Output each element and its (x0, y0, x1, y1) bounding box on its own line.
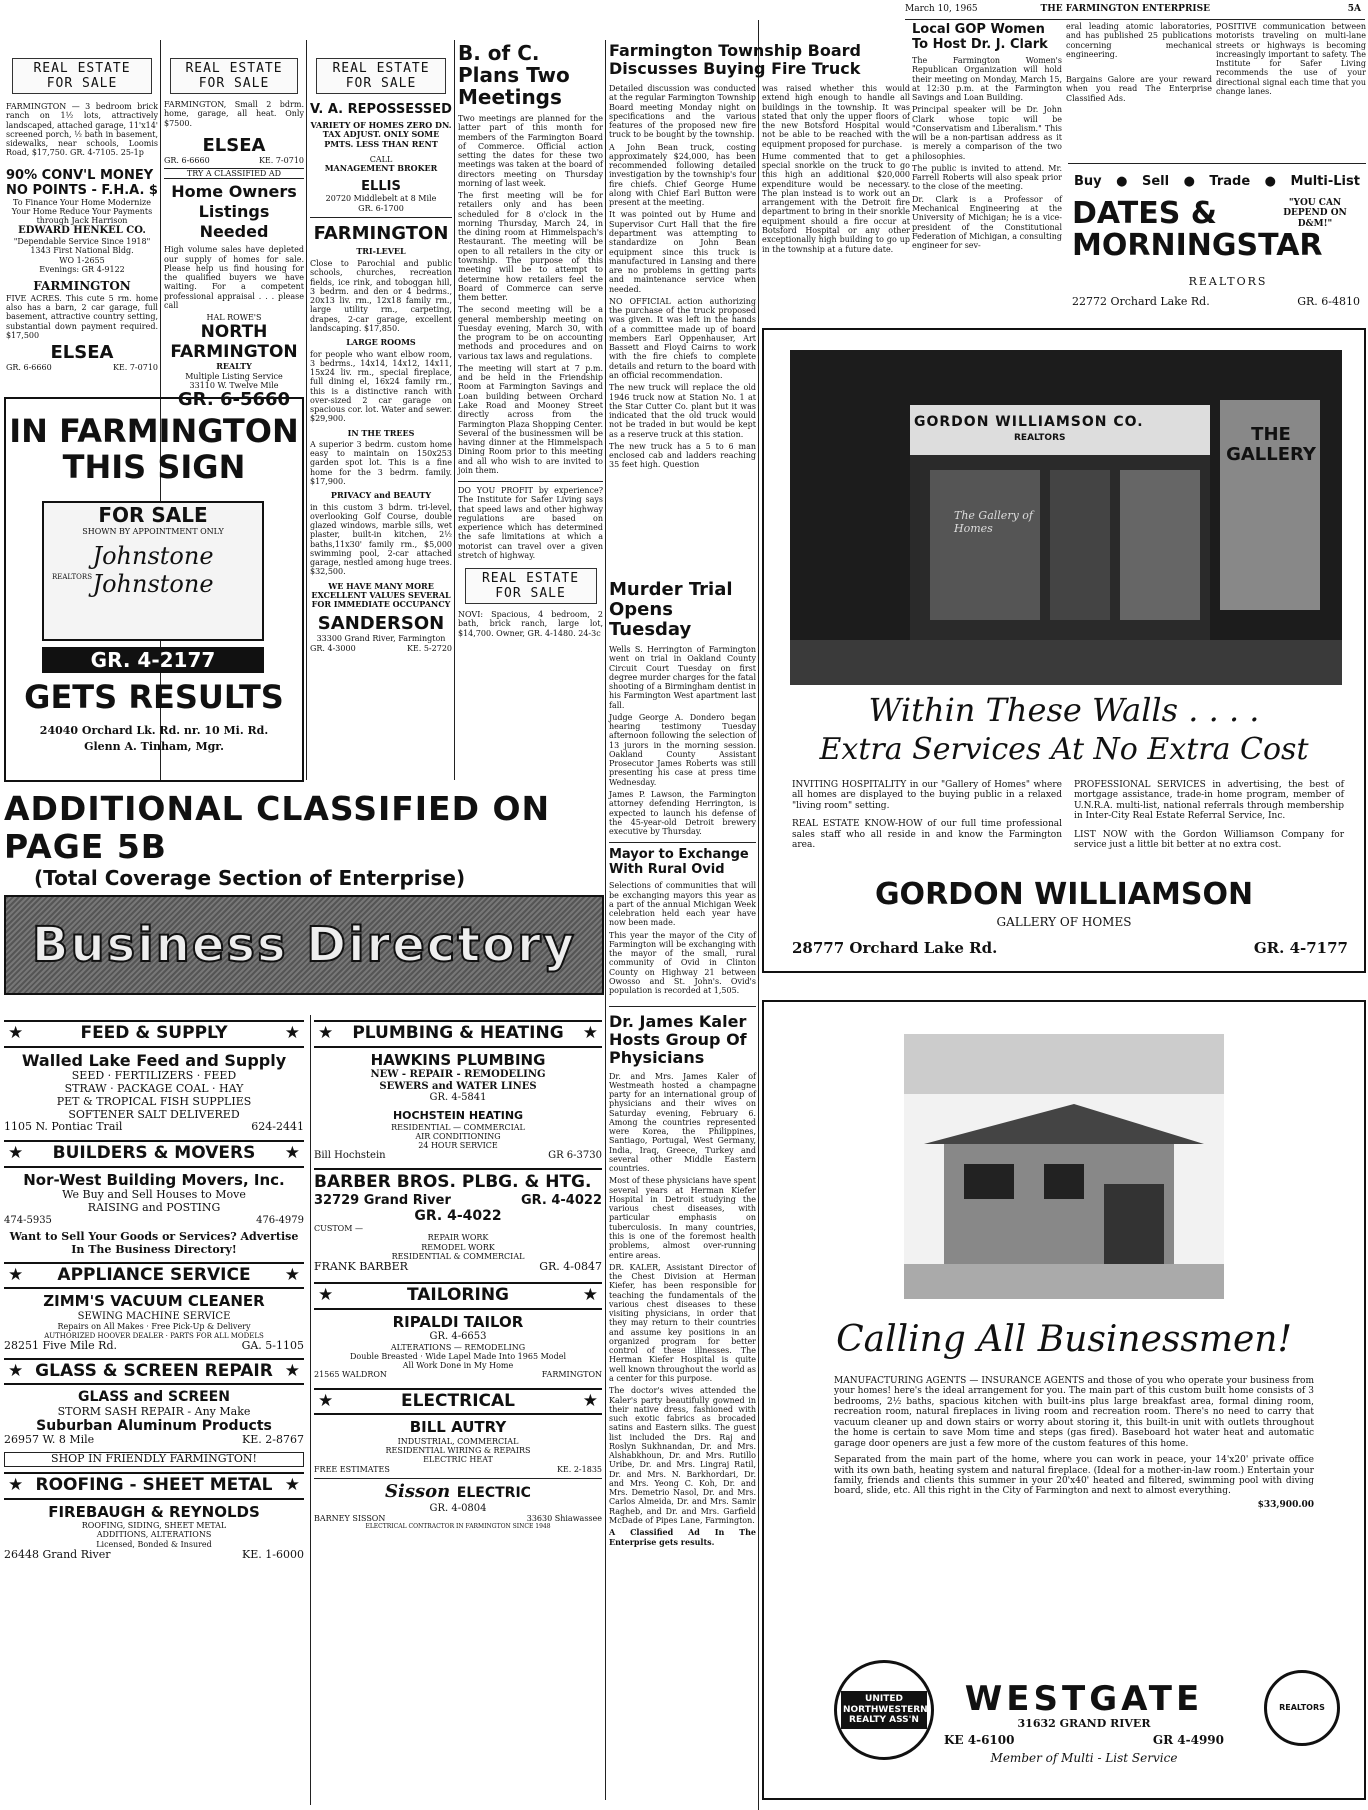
address: 1105 N. Pontiac Trail (4, 1120, 123, 1134)
person: BARNEY SISSON (314, 1514, 386, 1524)
firm-name: ELLIS (361, 179, 401, 195)
article-paragraph: The public is invited to attend. Mr. Farrell Roberts will also speak prior to the close of the meeting. (912, 163, 1062, 192)
business-contact (4, 1434, 304, 1447)
article-paragraph: The first meeting will be for retailers only and has been scheduled for 8 o'clock in the morning Thursday, March 24, in the dining room at Himmelspach's Restaurant. The meeting will be open to all retailers in the city or township. The purpose of this meeting will be to attempt to determine how retailers feel the Board of Commerce can serve them better. (458, 191, 603, 303)
rule (605, 40, 606, 1800)
business-contact (4, 1340, 304, 1353)
star-icon: ★ (8, 1474, 24, 1495)
col7 (1066, 22, 1212, 162)
sign-graphic (42, 501, 264, 641)
ad-text: FARMINGTON — 3 bedroom brick ranch on 1½ lots, attractively landscaped, attached garage, 11'x14' screened porch, ½ bath in basement, sidewalks, near schools, Loomis Road, $17,750. GR. 4-7105. 25-1p (6, 102, 158, 158)
article-headline: B. of C. Plans Two Meetings (458, 41, 570, 109)
business-line: STORM SASH REPAIR - Any Make (57, 1404, 251, 1418)
article-paragraph: A Classified Ad In The Enterprise gets results. (609, 1527, 756, 1547)
category-label: ROOFING - SHEET METAL (35, 1474, 273, 1495)
col5-lower (609, 580, 756, 1804)
phone-banner: GR. 4-2177 (42, 647, 264, 673)
ad-text: in this custom 3 bdrm. tri-level, overlooking Golf Course, double glazed windows, marble sills, wet plaster, built-in kitchen, 2½ baths,11x30' family rm., $5,000 swimming pool, 2-car attached garage, nestled among huge trees. $32,500. (310, 502, 452, 577)
mls-note: Member of Multi - List Service (990, 1751, 1178, 1765)
ad-paragraph: MANUFACTURING AGENTS — INSURANCE AGENTS and those of you who operate your business from your homes! here's the ideal arrangement for you. The main part of this custom built home consists of 3 bedrooms, 2½ baths, spacious kitchen with built-ins plus large breakfast area, formal dining room, recreation room, natural fireplaces in living room and recreation room. There's no need to carry that vacuum cleaner up and down stairs or worry about storing it, this built-in unit with outlets throughout the home is certain to save Mom time and steps (gas fired). Baseboard hot water heat and automatic garage door openers are just a few more of the custom features of this home. (834, 1376, 1314, 1449)
phone: GR. 4-4022 (414, 1207, 502, 1224)
address: 20720 Middlebelt at 8 Mile (325, 194, 437, 204)
business-name: ZIMM'S VACUUM CLEANER (43, 1292, 265, 1311)
sign-brand: Johnstone (92, 570, 214, 599)
estimate-note: FREE ESTIMATES (314, 1464, 390, 1474)
phone: GR. 4-6653 (429, 1330, 487, 1342)
phone: KE. 5-2720 (406, 643, 452, 653)
business-line: Licensed, Bonded & Insured (96, 1539, 212, 1549)
masthead (905, 4, 1365, 20)
bullet: ● (1183, 174, 1195, 189)
business-name: Walled Lake Feed and Supply (21, 1050, 287, 1070)
ad-text: WE HAVE MANY MORE EXCELLENT VALUES SEVERAL FOR IMMEDIATE OCCUPANCY (311, 580, 451, 610)
phone: GR. 6-6660 (164, 155, 210, 165)
business-contact (314, 1465, 602, 1474)
stamp-real-estate: REAL ESTATE FOR SALE (316, 58, 446, 94)
article-paragraph: was raised whether this would extend high enough to handle all buildings in the township. It was stated that only the upper floors of the new Botsford Hospital would not be able to be reached with the equipment proposed for purchase. (762, 84, 910, 149)
dates-morningstar-ad (1068, 163, 1366, 323)
firm-name: GORDON WILLIAMSON (874, 877, 1254, 912)
article-paragraph: This year the mayor of the City of Farmington will be exchanging with the mayor of the small, rural community of Ovid in Clinton County on Highway 21 between Owosso and St. John's. Ovid's population is recorded at 1,505. (609, 930, 756, 996)
stamp-real-estate: REAL ESTATE FOR SALE (12, 58, 152, 94)
business-line: ELECTRIC HEAT (423, 1455, 493, 1465)
business-name: BILL AUTRY (409, 1418, 507, 1437)
star-icon: ★ (8, 1360, 24, 1381)
phone: GR. 6-6660 (6, 363, 52, 373)
phone: KE. 2-8767 (242, 1433, 304, 1447)
ad-heading: Home Owners Listings Needed (171, 182, 297, 242)
phone: GR. 4-0804 (429, 1502, 487, 1514)
ad-body (834, 1376, 1314, 1510)
phone-row (6, 363, 158, 372)
business-contact (314, 1370, 602, 1379)
person: FRANK BARBER (314, 1260, 408, 1274)
services-left (792, 780, 1062, 854)
business-line: ELECTRICAL CONTRACTOR IN FARMINGTON SINCE 1948 (365, 1522, 551, 1530)
directory-left (4, 1020, 304, 1805)
business-name: GLASS and SCREEN (78, 1389, 230, 1406)
ad-headline: IN FARMINGTON (9, 412, 299, 450)
category-header (314, 1282, 602, 1310)
service-text: LIST NOW with the Gordon Williamson Company for service just a little bit better at no extra cost. (1074, 829, 1344, 851)
address: 21565 WALDRON (314, 1370, 387, 1380)
masthead-date: March 10, 1965 (905, 4, 978, 14)
star-icon: ★ (284, 1264, 300, 1285)
business-line: SEWING MACHINE SERVICE (77, 1310, 231, 1322)
phone: 624-2441 (251, 1120, 304, 1134)
manager: Glenn A. Tinham, Mgr. (84, 740, 224, 753)
city: FARMINGTON (541, 1370, 602, 1380)
star-icon: ★ (582, 1284, 598, 1305)
ad-subhead: IN THE TREES (347, 427, 415, 438)
business-directory-header (4, 895, 604, 995)
col2 (164, 58, 304, 411)
sign-brand: Johnstone (92, 542, 214, 571)
article-paragraph: NO OFFICIAL action authorizing the purchase of the truck proposed was given. It was left in the hands of a committee made up of board members Earl Oppenhauser, Art Bassett and Floyd Cairns to work with the fire chiefs to complete details and return to the board with an official recommendation. (609, 296, 756, 380)
address: 33110 W. Twelve Mile (189, 380, 279, 390)
business-line: RESIDENTIAL WIRING & REPAIRS (385, 1446, 531, 1456)
article-paragraph: The second meeting will be a general membership meeting on Tuesday evening, March 30, with the program to be on accounting methods and procedures and on various tax laws and regulations. (458, 305, 603, 361)
ad-heading: FARMINGTON (33, 279, 131, 294)
rule (758, 20, 759, 1810)
promo-text: SHOP IN FRIENDLY FARMINGTON! (4, 1452, 304, 1467)
business-line: ROOFING, SIDING, SHEET METAL (81, 1521, 227, 1531)
category-header (4, 1262, 304, 1290)
phone: GA. 5-1105 (241, 1338, 304, 1352)
sign-forsale: FOR SALE (98, 503, 208, 527)
col4 (458, 42, 603, 782)
article-paragraph: The meeting will start at 7 p.m. and be held in the Friendship Room at Farmington Savings and Loan building between Orchard Lake Road and Mooney Street directly across from the Farmington Plaza Shopping Center. Several of the businessmen will be having dinner at the Himmelspach Dining Room prior to this meeting and all who wish to are invited to join them. (458, 363, 603, 475)
realty-seal (834, 1660, 934, 1760)
sign-appointment: SHOWN BY APPOINTMENT ONLY (82, 527, 224, 536)
ad-headline: Calling All Businessmen! (836, 1319, 1292, 1360)
article-paragraph: Dr. and Mrs. James Kaler of Westmeath hosted a champagne party for an international group of physicians and their wives on Saturday evening, February 6. Among the countries represented were Korea, the Philippines, Santiago, Portugal, West Germany, India, Iraq, Greece, Turkey and several other Middle Eastern countries. (609, 1071, 756, 1174)
business-name: BARBER BROS. PLBG. & HTG. (314, 1168, 602, 1193)
ad-text: To Finance Your Home Modernize Your Home Reduce Your Payments through Jack Harrison (11, 197, 153, 226)
ad-text: HAL ROWE'S (206, 313, 262, 323)
price: $33,900.00 (1257, 1499, 1314, 1510)
ad-subhead: PRIVACY and BEAUTY (330, 490, 432, 501)
business-line: 24 HOUR SERVICE (418, 1141, 498, 1151)
category-label: GLASS & SCREEN REPAIR (35, 1360, 273, 1381)
johnstone-ad (4, 397, 304, 782)
ad-text: TRY A CLASSIFIED AD (164, 168, 304, 179)
firm-name: WESTGATE (964, 1679, 1204, 1719)
business-contact (4, 1549, 304, 1562)
directory-right (314, 1020, 602, 1805)
category-header (4, 1140, 304, 1168)
category-header (4, 1472, 304, 1500)
article-paragraph: Two meetings are planned for the latter part of this month for members of the Farmington Board of Commerce. Official action setting the dates for these two meetings was taken at the board of directors meeting on Thursday morning of last week. (458, 114, 603, 188)
category-label: ELECTRICAL (400, 1390, 515, 1411)
realtors-label: REALTORS (1188, 275, 1268, 288)
col5-body-a (609, 84, 756, 514)
phone: GR. 6-1700 (310, 204, 452, 218)
person: Bill Hochstein (314, 1150, 386, 1162)
business-name: FIREBAUGH & REYNOLDS (48, 1502, 260, 1521)
business-line: STRAW · PACKAGE COAL · HAY (64, 1082, 244, 1096)
phone: 476-4979 (256, 1214, 304, 1226)
business-line: PET & TROPICAL FISH SUPPLIES (56, 1094, 252, 1108)
business-contact (4, 1215, 304, 1227)
script-headline: Within These Walls . . . . (868, 691, 1260, 729)
ad-text: Close to Parochial and public schools, churches, recreation fields, ice rink, and toboggan hill, 3 bedrm. and den or 4 bedrms., 20x13 liv. rm., 12x18 family rm., large utility rm., carpeting, drapes, 2-car garage, excellent landscaping. $17,850. (310, 259, 452, 333)
article-paragraph: James P. Lawson, the Farmington attorney defending Herrington, is expected to launch his defense of the 45-year-old Detroit brewery executive by Thursday. (609, 789, 756, 837)
star-icon: ★ (582, 1390, 598, 1411)
business-line: All Work Done in My Home (402, 1361, 514, 1371)
business-line: INDUSTRIAL, COMMERCIAL (397, 1436, 519, 1446)
business-contact (314, 1261, 602, 1274)
article-headline: Local GOP Women To Host Dr. J. Clark (912, 22, 1048, 52)
article-paragraph: Wells S. Herrington of Farmington went on trial in Oakland County Circuit Court Tuesday on first degree murder charges for the fatal shooting of a Birmingham dentist in his Farmington West apartment last fall. (609, 645, 756, 710)
firm-name: NORTH FARMINGTON (170, 322, 298, 363)
service-trade: Trade (1209, 174, 1251, 189)
star-icon: ★ (284, 1143, 300, 1164)
seal-text: UNITED NORTHWESTERN REALTY ASS'N (841, 1691, 927, 1728)
category-label: APPLIANCE SERVICE (57, 1264, 251, 1285)
business-name: RIPALDI TAILOR (392, 1312, 524, 1331)
article-paragraph: Judge George A. Dondero began hearing testimony Tuesday afternoon following the selection of 13 jurors in the morning session. Oakland County Assistant Prosecutor James Roberts was still presenting his case at press time Wednesday. (609, 712, 756, 787)
business-line: RESIDENTIAL & COMMERCIAL (391, 1251, 525, 1261)
service-text: REAL ESTATE KNOW-HOW of our full time professional sales staff who all reside in and know the Farmington area. (792, 819, 1062, 851)
firm-name: EDWARD HENKEL CO. (18, 225, 146, 237)
firm-name: ELSEA (50, 342, 114, 364)
address-row (1072, 296, 1360, 309)
gordon-williamson-ad (762, 328, 1366, 973)
business-line: ADDITIONS, ALTERATIONS (96, 1530, 212, 1540)
category-header (4, 1358, 304, 1386)
phone: KE. 7-0710 (112, 363, 158, 373)
business-line: AUTHORIZED HOOVER DEALER · PARTS FOR ALL MODELS (44, 1331, 264, 1340)
phone: Evenings: GR 4-9122 (39, 264, 125, 274)
article-paragraph: Principal speaker will be Dr. John Clark whose topic will be "Conservatism and Liberalism." This will be a non-partisan address as it is merely a comparison of the two philosophies. (912, 105, 1062, 161)
ad-subhead: TRI-LEVEL (356, 245, 406, 256)
article-headline: Farmington Township Board Discusses Buying Fire Truck (609, 41, 861, 78)
star-icon: ★ (284, 1023, 300, 1043)
article-paragraph: Most of these physicians have spent several years at Herman Kiefer Hospital in Detroit studying the various chest diseases, with particular emphasis on tuberculosis. In many countries, this is one of the foremost health problems, almost over-running entire areas. (609, 1176, 756, 1260)
service-sell: Sell (1141, 174, 1170, 189)
category-header (314, 1020, 602, 1048)
article-paragraph: The doctor's wives attended the Kaler's party beautifully gowned in their native dress, fashioned with such exotic fabrics as brocaded satins and Eastern silks. The guest list included the Drs. Raj and Roslyn Sukhnandan, Dr. and Mrs. Alshabkhoun, Dr. and Mrs. Rutillo Uribe, Dr. and Mrs. Lingraj Ratil, Dr. and Mrs. N. Barkhordari, Dr. and Mrs. Yeong C. Koh, Dr. and Mrs. Demetrio Nasol, Dr. and Mrs. Carlos Almeida, Dr. and Mrs. Samir Ragheb, and Dr. and Mrs. Garfield McDade of Pipes Lane, Farmington. (609, 1386, 756, 1525)
sign-realtors: REALTORS (52, 573, 92, 581)
phone: GR 6-3730 (548, 1150, 602, 1162)
star-icon: ★ (284, 1360, 300, 1381)
col3 (310, 58, 452, 778)
ad-text: "Dependable Service Since 1918" (13, 236, 151, 246)
business-contact (4, 1121, 304, 1134)
business-contact (314, 1150, 602, 1162)
phone: 474-5935 (4, 1214, 52, 1226)
masthead-page: 5A (1347, 4, 1361, 14)
rule (306, 40, 307, 780)
business-line: We Buy and Sell Houses to Move (62, 1188, 246, 1202)
ad-text: High volume sales have depleted our supply of homes for sale. Please help us find housing for the qualified buyers we have waiting. For a competent professional appraisal . . . please call (164, 245, 304, 310)
phone-row (310, 644, 452, 653)
col5-body-b (762, 84, 910, 324)
gallery-sign: THE GALLERY (1226, 424, 1316, 465)
star-icon: ★ (8, 1023, 24, 1043)
article-paragraph: DO YOU PROFIT by experience? The Institute for Safer Living says that speed laws and other highway regulations are based on experience which has determined the safe limitations at which a motorist can travel over a given stretch of highway. (458, 481, 603, 560)
article-paragraph: Selections of communities that will be exchanging mayors this year as a part of the annual Michigan Week celebration held each year have now been made. (609, 881, 756, 928)
phone: GR 4-4990 (1152, 1733, 1224, 1747)
directory-title: Business Directory (31, 917, 577, 973)
category-label: FEED & SUPPLY (80, 1023, 228, 1043)
category-label: BUILDERS & MOVERS (52, 1143, 256, 1164)
rule (310, 1015, 311, 1805)
business-line: Repairs on All Makes · Free Pick-Up & Delivery (57, 1322, 251, 1332)
banner-line: ADDITIONAL CLASSIFIED ON PAGE 5B (4, 789, 551, 866)
ad-text: CALL (369, 154, 393, 164)
bullet: ● (1116, 174, 1128, 189)
storefront-sign-sub: REALTORS (1014, 433, 1066, 443)
service-buy: Buy (1074, 174, 1102, 189)
ad-text: A superior 3 bedrm. custom home easy to maintain on 150x253 garden spot lot. This is a fine home for the 3 bedrm. family. $17,900. (310, 439, 452, 486)
business-line: RAISING and POSTING (87, 1200, 221, 1214)
address: 24040 Orchard Lk. Rd. nr. 10 Mi. Rd. (39, 724, 269, 737)
business-line: REMODEL WORK (421, 1242, 495, 1252)
article-paragraph: It was pointed out by Hume and Supervisor Curt Hall that the fire department was attempting to standardize on John Bean equipment since this truck is manufactured in Lansing and there are no problems in getting parts and maintenance service when needed. (609, 210, 756, 294)
stamp-real-estate: REAL ESTATE FOR SALE (170, 58, 298, 94)
ad-text: Multiple Listing Service (185, 371, 283, 381)
business-name: HOCHSTEIN HEATING (392, 1108, 524, 1122)
stamp-real-estate: REAL ESTATE FOR SALE (465, 568, 597, 604)
script-headline: Extra Services At No Extra Cost (819, 732, 1309, 767)
star-icon: ★ (582, 1023, 598, 1043)
realtors-seal (1264, 1670, 1340, 1746)
promo-text: Want to Sell Your Goods or Services? Advertise In The Business Directory! (9, 1230, 299, 1256)
address: 32729 Grand River (314, 1192, 451, 1208)
sisson-logo (314, 1478, 602, 1503)
business-line: CUSTOM — (314, 1224, 363, 1234)
article-headline: Murder Trial Opens Tuesday (609, 579, 733, 640)
service-text: PROFESSIONAL SERVICES in advertising, the best of mortgage assistance, trade-in home program, member of U.N.R.A. multi-list, national referrals through membership in Inter-City Real Estate Referral Service, Inc. (1074, 780, 1344, 822)
article-paragraph: The new truck has a 5 to 6 man enclosed cab and ladders reaching 35 feet high. Question (609, 441, 756, 470)
star-icon: ★ (8, 1264, 24, 1285)
ad-headline: GETS RESULTS (24, 678, 284, 716)
services-right (1074, 780, 1344, 854)
business-name: HAWKINS PLUMBING (370, 1050, 546, 1069)
ad-headline: THIS SIGN (62, 448, 246, 486)
business-line: SEWERS and WATER LINES (379, 1080, 537, 1092)
phone: WO 1-2655 (59, 255, 105, 265)
col6 (912, 22, 1062, 327)
article-paragraph: A John Bean truck, costing approximately $24,000, has been recommended following detailed investigation by the township's four fire chiefs. Chief George Hume along with Chief Earl Button were present at the meeting. (609, 142, 756, 208)
col8 (1216, 22, 1366, 162)
house-photo (904, 1034, 1224, 1299)
category-header (314, 1388, 602, 1416)
service-multilist: Multi-List (1290, 174, 1360, 189)
phone-row (164, 156, 304, 165)
phone: GR. 6-5660 (177, 389, 291, 411)
address: 1343 First National Bldg. (30, 246, 134, 256)
masthead-paper: THE FARMINGTON ENTERPRISE (1040, 4, 1210, 14)
ad-heading: FARMINGTON (313, 222, 449, 244)
service-bar (1068, 164, 1366, 189)
business-line: AIR CONDITIONING (415, 1131, 501, 1141)
article-headline: Dr. James Kaler Hosts Group Of Physicians (609, 1006, 756, 1067)
address: 26957 W. 8 Mile (4, 1433, 95, 1447)
address: 33630 Shiawassee (526, 1514, 602, 1524)
ad-text: FIVE ACRES. This cute 5 rm. home also has a barn, 2 car garage, full basement, attractive country setting, substantial down payment required. $17,500 (6, 293, 158, 341)
ad-heading: V. A. REPOSSESSED (310, 102, 452, 117)
phone: GR. 6-4810 (1297, 295, 1360, 308)
address: 22772 Orchard Lake Rd. (1072, 295, 1210, 308)
category-header (4, 1020, 304, 1048)
address: 26448 Grand River (4, 1547, 111, 1561)
ad-text: for people who want elbow room, 3 bedrms., 14x14, 14x12, 14x11, 15x24 liv. rm., special fireplace, full dining el, 16x24 family rm., this is a distinctive ranch with over-sized 2 car garage on spacious cor. lot. Water and sewer. $29,900. (310, 349, 452, 424)
business-name: ELECTRIC (456, 1484, 531, 1501)
firm-sub: GALLERY OF HOMES (996, 915, 1132, 929)
phone: GR. 4-4022 (520, 1192, 602, 1208)
ad-subhead: LARGE ROOMS (346, 337, 416, 348)
service-text: INVITING HOSPITALITY in our "Gallery of Homes" where all homes are displayed to the buying public in a relaxed "living room" setting. (792, 780, 1062, 811)
article-paragraph: The Farmington Women's Republican Organization will hold their meeting on Monday, March 15, at 12:30 p.m. at the Farmington Savings and Loan Building. (912, 56, 1062, 103)
article-paragraph: Bargains Galore are your reward when you read The Enterprise Classified Ads. (1066, 75, 1212, 103)
firm-name: SANDERSON (317, 613, 445, 635)
phone: GR. 4-0847 (539, 1260, 602, 1274)
ad-text: NOVI: Spacious, 4 bedroom, 2 bath, brick ranch, large lot, $14,700. Owner, GR. 4-1480. 24-3c (458, 610, 603, 638)
article-paragraph: POSITIVE communication between motorists traveling on multi-lane streets or highways is becoming increasingly important to safety. The Institute for Safer Living recommends the use of your directional signal each time that you change lanes. (1216, 22, 1366, 96)
article-paragraph: Dr. Clark is a Professor of Mechanical Engineering at the University of Michigan; he is a vice-president of the Constitutional Federation of Michigan, a consulting engineer for sev- (912, 194, 1062, 251)
article-paragraph: The new truck will replace the old 1946 truck now at Station No. 1 at the Star Cutter Co. plant but it was indicated that the old truck would not be traded in but would be kept as a reserve truck at this station. (609, 383, 756, 439)
seal-text: REALTORS (1279, 1703, 1325, 1713)
address: 28777 Orchard Lake Rd. (792, 939, 998, 957)
business-line: SEED · FERTILIZERS · FEED (71, 1069, 237, 1083)
storefront-photo (790, 350, 1342, 685)
bullet: ● (1264, 174, 1277, 189)
ad-heading: 90% CONV'L MONEY NO POINTS - F.H.A. $ (6, 167, 158, 198)
article-paragraph: eral leading atomic laboratories, and has published 25 publications concerning mechanical engineering. (1066, 22, 1212, 59)
tagline: "YOU CAN DEPEND ON D&M!" (1283, 198, 1347, 229)
firm-name: DATES & MORNINGSTAR (1072, 196, 1323, 263)
business-line: ALTERATIONS — REMODELING (390, 1342, 526, 1352)
category-label: PLUMBING & HEATING (352, 1023, 564, 1043)
address-row (792, 940, 1348, 957)
business-line: RESIDENTIAL — COMMERCIAL (391, 1122, 525, 1132)
article-paragraph: Hume commented that to get a special snorkle on the truck to go this high an additional $20,000 expenditure would be necessary. The plan instead is to work out an arrangement with the Detroit fire department to bring in their snorkle equipment should a fire occur at Botsford Hospital or any other exceptionally high building to go up in the township at a future date. (762, 151, 910, 254)
article-headline: Mayor to Exchange With Rural Ovid (609, 842, 756, 877)
phone: KE 4-6100 (944, 1733, 1015, 1747)
business-name: Sisson (385, 1480, 451, 1502)
business-line: SOFTENER SALT DELIVERED (68, 1107, 240, 1121)
business-line: Double Breasted · Wide Lapel Made Into 1965 Model (350, 1351, 566, 1361)
phone: GR. 4-7177 (1253, 939, 1348, 957)
col1 (6, 58, 158, 448)
star-icon: ★ (8, 1143, 24, 1164)
classified-banner (4, 789, 604, 890)
phone: GR. 4-3000 (310, 643, 356, 653)
address: 28251 Five Mile Rd. (4, 1338, 117, 1352)
business-name: Suburban Aluminum Products (36, 1418, 272, 1435)
address: 33300 Grand River, Farmington (316, 634, 446, 644)
business-contact (314, 1193, 602, 1208)
westgate-ad (762, 1000, 1366, 1800)
star-icon: ★ (318, 1023, 334, 1043)
ad-paragraph: Separated from the main part of the home, where you can work in peace, your 14'x20' private office with its own bath, heating system and natural fireplace. (Ideal for a mother-in-law room.) Entertain your family, friends and clients this summer in your 20'x40' heated and filtered, swimming pool with diving board, slide, etc. All this right in the City of Farmington and next to almost everything. (834, 1455, 1314, 1497)
business-line: NEW - REPAIR - REMODELING (370, 1069, 546, 1081)
firm-name: ELSEA (202, 134, 266, 156)
ad-text: FARMINGTON, Small 2 bdrm. home, garage, all heat. Only $7500. (164, 100, 304, 128)
ad-text: MANAGEMENT BROKER (324, 163, 438, 174)
phone: KE. 1-6000 (242, 1547, 304, 1561)
business-name: Nor-West Building Movers, Inc. (23, 1170, 285, 1189)
phone-row (944, 1734, 1224, 1748)
star-icon: ★ (318, 1284, 334, 1305)
address: 31632 GRAND RIVER (1017, 1717, 1151, 1730)
rule (454, 40, 455, 780)
category-label: TAILORING (406, 1284, 510, 1305)
phone: KE. 2-1835 (556, 1464, 602, 1474)
star-icon: ★ (284, 1474, 300, 1495)
article-paragraph: Detailed discussion was conducted at the regular Farmington Township Board meeting Monday night on specifications and the various features of the proposed new fire truck to be bought by the township. (609, 84, 756, 140)
banner-line: (Total Coverage Section of Enterprise) (34, 866, 466, 890)
phone: KE. 7-0710 (258, 155, 304, 165)
article-paragraph: DR. KALER, Assistant Director of the Chest Division at Herman Kiefer, has been responsible for teaching the fundamentals of the various chest diseases to these visiting physicians, in order that they may return to their countries and assume key positions in an organized program for better control of these illnesses. The Herman Kiefer Hospital is quite well known throughout the world as a center for this purpose. (609, 1262, 756, 1383)
window-lettering: The Gallery of Homes (954, 509, 1033, 535)
star-icon: ★ (318, 1390, 334, 1411)
business-line: REPAIR WORK (427, 1233, 489, 1243)
phone: GR. 4-5841 (429, 1092, 487, 1104)
ad-text: REALTY (216, 361, 252, 372)
ad-text: VARIETY OF HOMES ZERO DN. TAX ADJUST. ONLY SOME PMTS. LESS THAN RENT (310, 120, 452, 149)
storefront-sign: GORDON WILLIAMSON CO. (914, 414, 1144, 430)
